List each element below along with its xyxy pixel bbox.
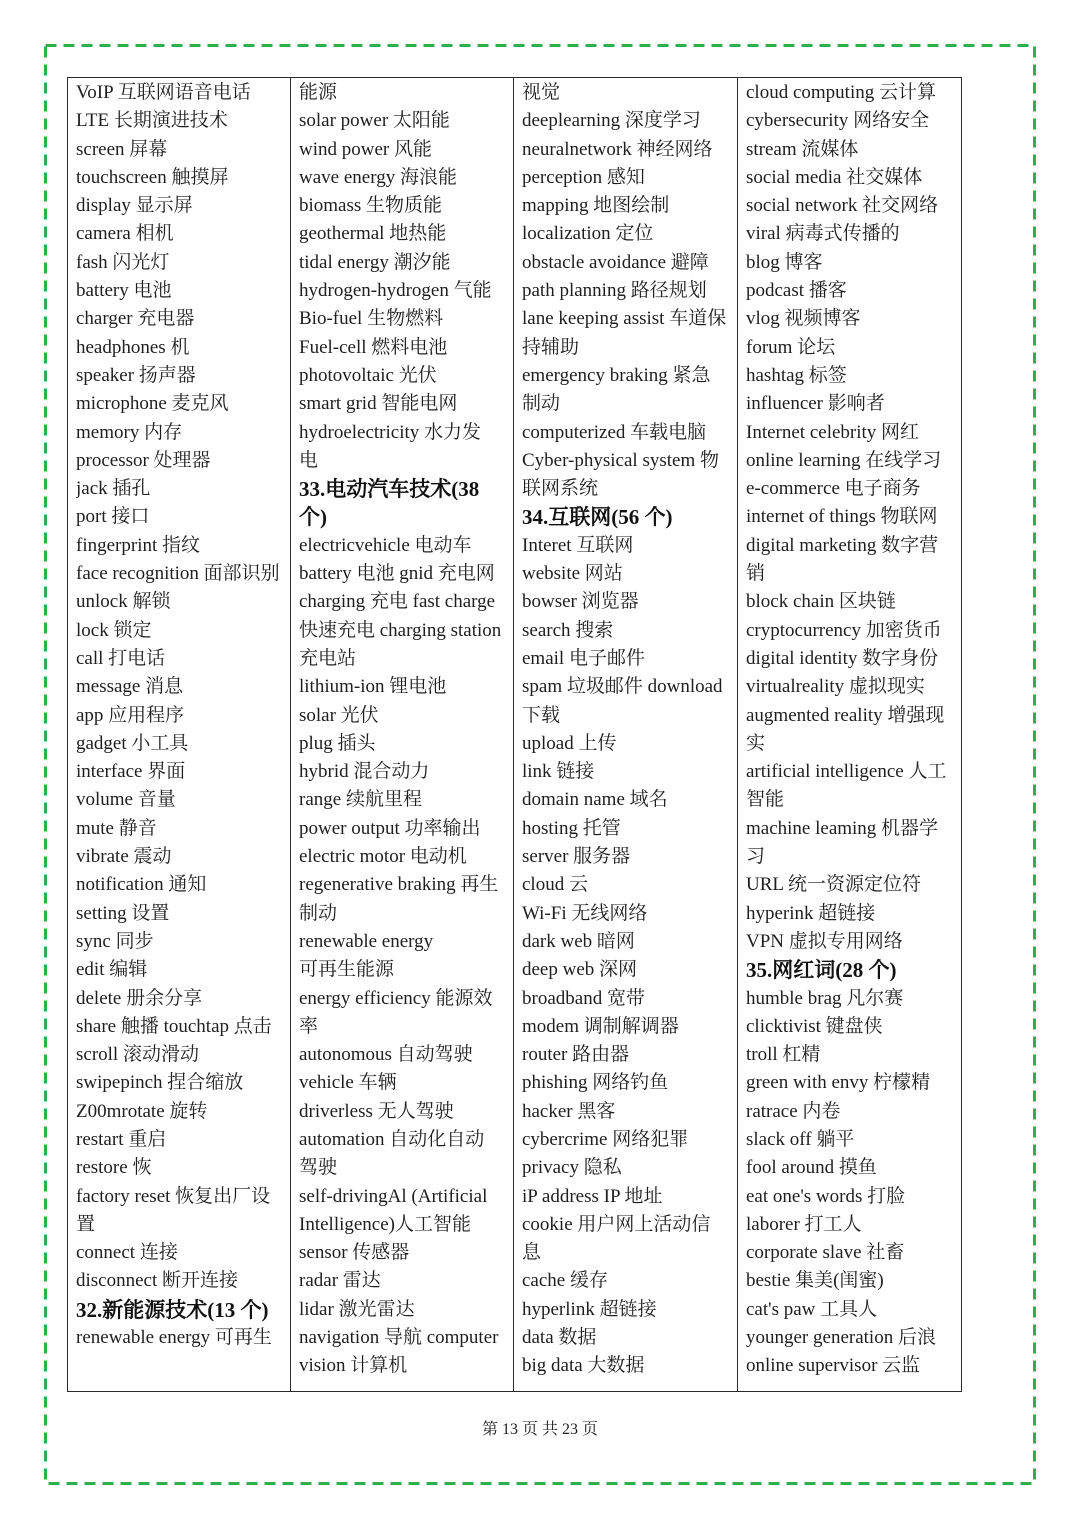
vocab-line: charging 充电 fast charge — [299, 591, 496, 613]
vocab-line: block chain 区块链 — [746, 591, 896, 613]
vocab-line: Fuel-cell 燃料电池 — [299, 336, 448, 358]
vocab-line: autonomous 自动驾驶 — [299, 1044, 473, 1066]
vocab-line: notification 通知 — [76, 874, 207, 896]
vocab-line: influencer 影响者 — [746, 393, 885, 415]
vocab-line: display 显示屏 — [76, 195, 193, 217]
vocab-line: router 路由器 — [522, 1044, 630, 1066]
vocab-line: volume 音量 — [76, 789, 176, 811]
table-column-2 — [291, 78, 514, 1391]
vocab-line: screen 屏幕 — [76, 138, 168, 160]
vocab-line: digital identity 数字身份 — [746, 647, 939, 669]
vocab-line: computerized 车载电脑 — [522, 421, 707, 443]
vocab-line: troll 杠精 — [746, 1044, 821, 1066]
vocab-line: path planning 路径规划 — [522, 280, 707, 302]
vocab-line: navigation 导航 computer — [299, 1327, 499, 1349]
vocab-line: modem 调制解调器 — [522, 1015, 679, 1037]
vocab-line: radar 雷达 — [299, 1270, 381, 1292]
vocab-line: hosting 托管 — [522, 817, 621, 839]
vocab-line: dark web 暗网 — [522, 930, 635, 952]
vocab-line: memory 内存 — [76, 421, 183, 443]
vocab-line: driverless 无人驾驶 — [299, 1100, 454, 1122]
vocab-line: vibrate 震动 — [76, 846, 172, 868]
vocab-line: neuralnetwork 神经网络 — [522, 138, 713, 160]
vocab-line: solar 光伏 — [299, 704, 379, 726]
vocab-line: renewable energy 可再生 — [76, 1327, 272, 1349]
section-heading: 35.网红词(28 个) — [746, 958, 897, 983]
vocab-line: call 打电话 — [76, 647, 166, 669]
vocab-line: self-drivingAl (Artificial — [299, 1185, 488, 1207]
vocab-line: photovoltaic 光伏 — [299, 364, 437, 386]
vocab-line: hydroelectricity 水力发 — [299, 421, 482, 443]
vocab-line: forum 论坛 — [746, 336, 836, 358]
vocab-line: 制动 — [522, 393, 561, 415]
vocab-line: wind power 风能 — [299, 138, 432, 160]
vocab-line: 快速充电 charging station — [299, 619, 502, 641]
vocab-line: artificial intelligence 人工 — [746, 761, 947, 783]
vocab-line: share 触播 touchtap 点击 — [76, 1015, 272, 1037]
vocab-line: 息 — [522, 1242, 542, 1264]
vocab-line: hashtag 标签 — [746, 364, 847, 386]
vocab-line: Cyber-physical system 物 — [522, 449, 719, 471]
vocab-line: vlog 视频博客 — [746, 308, 861, 330]
vocab-line: fingerprint 指纹 — [76, 534, 201, 556]
vocab-line: unlock 解锁 — [76, 591, 171, 613]
vocab-line: wave energy 海浪能 — [299, 166, 457, 188]
vocab-line: electric motor 电动机 — [299, 846, 467, 868]
vocab-line: 制动 — [299, 902, 338, 924]
vocab-line: 视觉 — [522, 82, 561, 103]
vocab-line: swipepinch 捏合缩放 — [76, 1072, 244, 1094]
vocab-line: social media 社交媒体 — [746, 166, 923, 188]
vocab-line: upload 上传 — [522, 732, 617, 754]
vocab-line: lithium-ion 锂电池 — [299, 676, 447, 698]
vocab-line: delete 册余分享 — [76, 987, 203, 1009]
vocab-line: 置 — [76, 1213, 96, 1235]
vocab-line: regenerative braking 再生 — [299, 874, 499, 896]
vocab-line: vision 计算机 — [299, 1355, 408, 1377]
vocab-line: link 链接 — [522, 761, 595, 783]
vocab-line: deeplearning 深度学习 — [522, 110, 701, 132]
vocab-line: social network 社交网络 — [746, 195, 939, 217]
table-column-1 — [68, 78, 291, 1391]
vocab-line: lidar 激光雷达 — [299, 1298, 415, 1320]
vocabulary-table — [67, 77, 962, 1392]
vocab-line: 可再生能源 — [299, 959, 395, 981]
vocab-line: search 搜索 — [522, 619, 614, 641]
vocab-line: URL 统一资源定位符 — [746, 874, 922, 896]
vocab-line: restart 重启 — [76, 1128, 167, 1150]
vocab-line: laborer 打工人 — [746, 1213, 862, 1235]
section-heading: 33.电动汽车技术(38 — [299, 477, 480, 502]
vocab-line: lock 锁定 — [76, 619, 152, 641]
vocab-line: Wi-Fi 无线网络 — [522, 902, 648, 924]
vocab-line: cookie 用户网上活动信 — [522, 1213, 711, 1235]
vocab-line: port 接口 — [76, 506, 150, 528]
vocab-line: headphones 机 — [76, 336, 190, 358]
vocab-line: mute 静音 — [76, 817, 157, 839]
vocab-line: cybersecurity 网络安全 — [746, 110, 930, 132]
vocab-line: spam 垃圾邮件 download — [522, 676, 723, 698]
vocab-line: bestie 集美(闺蜜) — [746, 1270, 884, 1292]
vocab-line: VPN 虚拟专用网络 — [746, 930, 903, 952]
vocab-line: website 网站 — [522, 563, 623, 585]
vocab-line: 驾驶 — [299, 1157, 338, 1179]
vocab-line: sync 同步 — [76, 930, 154, 952]
vocab-line: hydrogen-hydrogen 气能 — [299, 280, 492, 302]
vocab-line: battery 电池 — [76, 280, 172, 302]
vocab-line: edit 编辑 — [76, 959, 148, 981]
vocab-line: internet of things 物联网 — [746, 506, 938, 528]
vocab-line: message 消息 — [76, 676, 184, 698]
vocab-line: processor 处理器 — [76, 449, 211, 471]
vocab-line: renewable energy — [299, 930, 434, 952]
vocab-line: mapping 地图绘制 — [522, 195, 670, 217]
vocab-line: blog 博客 — [746, 251, 823, 273]
vocab-line: Intelligence)人工智能 — [299, 1213, 472, 1235]
vocab-line: lane keeping assist 车道保 — [522, 308, 727, 330]
vocab-line: machine leaming 机器学 — [746, 817, 939, 839]
vocab-line: humble brag 凡尔赛 — [746, 987, 904, 1009]
vocab-line: interface 界面 — [76, 761, 186, 783]
vocab-line: Bio-fuel 生物燃料 — [299, 308, 444, 330]
vocab-line: geothermal 地热能 — [299, 223, 447, 245]
vocab-line: Z00mrotate 旋转 — [76, 1100, 208, 1122]
vocab-line: 电 — [299, 449, 319, 471]
vocab-line: deep web 深网 — [522, 959, 638, 981]
vocab-line: microphone 麦克风 — [76, 393, 229, 415]
vocab-line: solar power 太阳能 — [299, 110, 450, 132]
vocab-line: cat's paw 工具人 — [746, 1298, 878, 1320]
vocab-line: fool around 摸鱼 — [746, 1157, 877, 1179]
vocab-line: broadband 宽带 — [522, 987, 645, 1009]
vocab-line: power output 功率输出 — [299, 817, 481, 839]
vocab-line: bowser 浏览器 — [522, 591, 639, 613]
vocab-line: data 数据 — [522, 1327, 597, 1349]
vocab-line: 率 — [299, 1015, 319, 1037]
vocab-line: podcast 播客 — [746, 280, 847, 302]
vocab-line: obstacle avoidance 避障 — [522, 251, 709, 273]
vocab-line: hyperlink 超链接 — [522, 1298, 657, 1320]
vocab-line: 智能 — [746, 789, 785, 811]
vocab-line: face recognition 面部识别 — [76, 563, 280, 585]
vocab-line: stream 流媒体 — [746, 138, 859, 160]
vocab-line: sensor 传感器 — [299, 1242, 410, 1264]
vocab-line: biomass 生物质能 — [299, 195, 443, 217]
vocab-line: disconnect 断开连接 — [76, 1270, 239, 1292]
vocab-line: clicktivist 键盘侠 — [746, 1015, 883, 1037]
vocab-line: cryptocurrency 加密货币 — [746, 619, 942, 641]
vocab-line: Interet 互联网 — [522, 534, 634, 556]
vocab-line: 实 — [746, 732, 766, 754]
vocab-line: setting 设置 — [76, 902, 170, 924]
vocab-line: gadget 小工具 — [76, 732, 189, 754]
vocab-line: viral 病毒式传播的 — [746, 223, 900, 245]
vocab-line: localization 定位 — [522, 223, 654, 245]
vocab-line: app 应用程序 — [76, 704, 185, 726]
vocab-line: domain name 域名 — [522, 789, 668, 811]
vocab-line: 习 — [746, 846, 766, 868]
vocab-line: Internet celebrity 网红 — [746, 421, 920, 443]
page-number-footer: 第 13 页 共 23 页 — [481, 1421, 598, 1438]
vocab-line: VoIP 互联网语音电话 — [76, 82, 251, 103]
vocab-line: factory reset 恢复出厂设 — [76, 1185, 271, 1207]
vocab-line: digital marketing 数字营 — [746, 534, 939, 556]
vocab-line: touchscreen 触摸屏 — [76, 166, 229, 188]
vocab-line: privacy 隐私 — [522, 1157, 622, 1179]
vocab-line: server 服务器 — [522, 846, 631, 868]
vocab-line: scroll 滚动滑动 — [76, 1044, 199, 1066]
section-heading: 32.新能源技术(13 个) — [76, 1297, 269, 1322]
vocab-line: younger generation 后浪 — [746, 1327, 936, 1349]
vocab-line: cloud 云 — [522, 874, 588, 896]
vocab-line: connect 连接 — [76, 1242, 178, 1264]
vocab-line: hacker 黑客 — [522, 1100, 616, 1122]
vocab-line: 销 — [746, 563, 766, 585]
vocab-line: fash 闪光灯 — [76, 251, 170, 273]
vocab-line: online supervisor 云监 — [746, 1355, 921, 1377]
vocab-line: ratrace 内卷 — [746, 1100, 841, 1122]
section-heading: 个) — [299, 505, 327, 530]
vocab-line: vehicle 车辆 — [299, 1072, 397, 1094]
vocab-line: automation 自动化自动 — [299, 1128, 485, 1150]
vocab-line: eat one's words 打脸 — [746, 1185, 906, 1207]
vocab-line: cloud computing 云计算 — [746, 82, 936, 103]
vocab-line: jack 插孔 — [76, 478, 151, 500]
vocab-line: smart grid 智能电网 — [299, 393, 458, 415]
table-column-4 — [738, 78, 961, 1391]
vocab-line: speaker 扬声器 — [76, 364, 196, 386]
vocab-line: electricvehicle 电动车 — [299, 534, 472, 556]
vocab-line: camera 相机 — [76, 223, 174, 245]
vocab-line: restore 恢 — [76, 1157, 152, 1179]
vocab-line: hyperink 超链接 — [746, 902, 876, 924]
vocab-line: virtualreality 虚拟现实 — [746, 676, 925, 698]
vocab-line: phishing 网络钓鱼 — [522, 1072, 669, 1094]
vocab-line: 持辅助 — [522, 336, 580, 358]
vocab-line: LTE 长期演进技术 — [76, 110, 228, 132]
vocab-line: emergency braking 紧急 — [522, 364, 711, 386]
vocab-line: green with envy 柠檬精 — [746, 1072, 931, 1094]
table-column-3 — [514, 78, 738, 1391]
vocab-line: email 电子邮件 — [522, 647, 645, 669]
vocab-line: 能源 — [299, 82, 338, 103]
vocab-line: 下载 — [522, 704, 561, 726]
vocab-line: slack off 躺平 — [746, 1128, 855, 1150]
vocab-line: big data 大数据 — [522, 1355, 645, 1377]
vocab-line: online learning 在线学习 — [746, 449, 942, 471]
section-heading: 34.互联网(56 个) — [522, 505, 673, 530]
vocab-line: 联网系统 — [522, 478, 599, 500]
vocab-line: battery 电池 gnid 充电网 — [299, 563, 495, 585]
vocab-line: cache 缓存 — [522, 1270, 608, 1292]
vocab-line: perception 感知 — [522, 166, 645, 188]
vocab-line: charger 充电器 — [76, 308, 195, 330]
vocab-line: plug 插头 — [299, 732, 376, 754]
vocab-line: cybercrime 网络犯罪 — [522, 1128, 689, 1150]
vocab-line: iP address IP 地址 — [522, 1185, 663, 1207]
vocab-line: energy efficiency 能源效 — [299, 987, 493, 1009]
vocab-line: 充电站 — [299, 647, 357, 669]
vocab-line: corporate slave 社畜 — [746, 1242, 905, 1264]
vocab-line: hybrid 混合动力 — [299, 761, 430, 783]
vocab-line: range 续航里程 — [299, 789, 422, 811]
vocab-line: tidal energy 潮汐能 — [299, 251, 451, 273]
vocab-line: e-commerce 电子商务 — [746, 478, 921, 500]
vocab-line: augmented reality 增强现 — [746, 704, 945, 726]
